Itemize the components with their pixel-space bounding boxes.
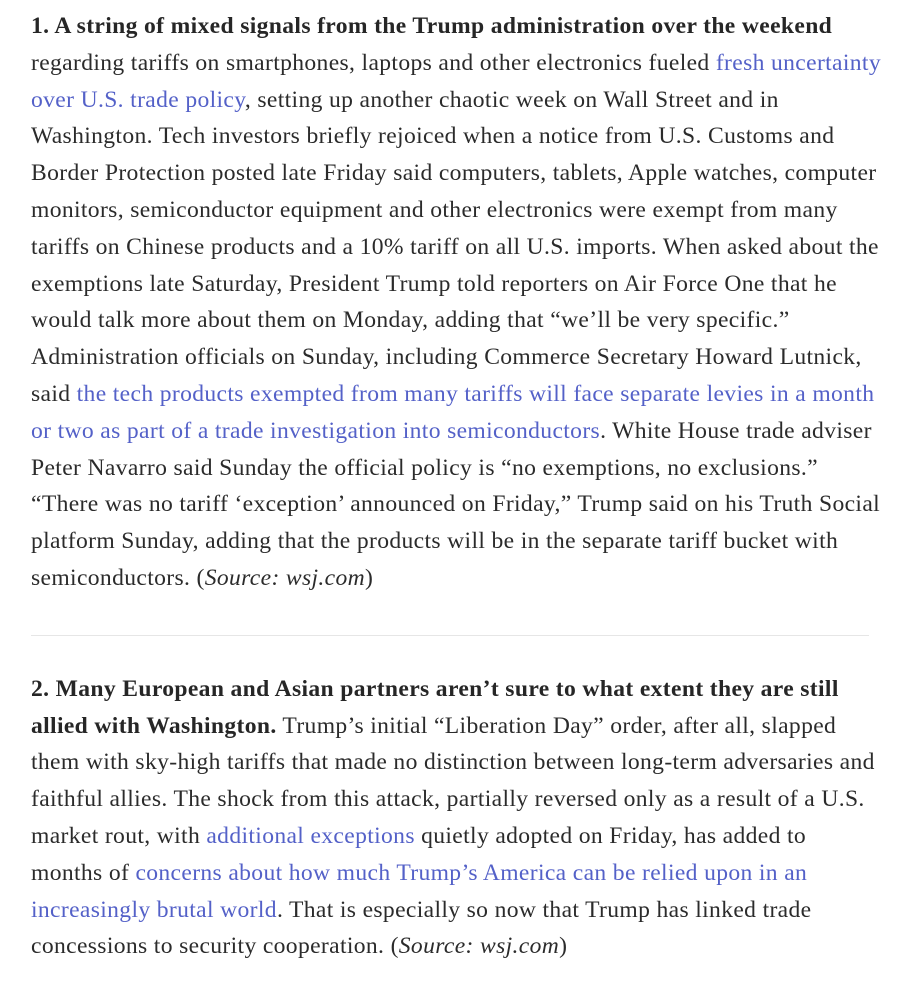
section-divider xyxy=(31,635,869,636)
inline-link[interactable]: concerns about how much Trump’s America can be relied upon in an increasingly brutal world xyxy=(31,859,808,923)
body-text: quietly adopted on Friday, has added to months of xyxy=(31,822,807,886)
source-citation: Source: wsj.com xyxy=(398,933,560,960)
body-text: ( xyxy=(390,933,399,960)
source-citation: Source: wsj.com xyxy=(204,564,366,591)
body-text: ) xyxy=(365,564,374,591)
body-text: , setting up another chaotic week on Wall Street and in Washington. Tech investors briefly rejoiced when a notice from U.S. Customs and Border Protection posted late Friday said computers, tablets, Apple watches, computer monitors, semiconductor equipment and other electronics were exempt from many tariffs on Chinese products and a 10% tariff on all U.S. imports. When asked about the exemptions late Saturday, President Trump told reporters on Air Force One that he would talk more about them on Monday, adding that “we’ll be very specific.” Administration officials on Sunday, including Commerce Secretary Howard Lutnick, said xyxy=(31,86,879,407)
news-item-paragraph xyxy=(31,671,883,965)
news-item-1 xyxy=(31,8,883,597)
inline-link[interactable]: additional exceptions xyxy=(206,822,415,849)
body-text: Trump’s initial “Liberation Day” order, after all, slapped them with sky-high tariffs that made no distinction between long-term adversaries and faithful allies. The shock from this attack, partially reversed only as a result of a U.S. market rout, with xyxy=(31,712,875,849)
inline-link[interactable]: fresh uncertainty over U.S. trade policy xyxy=(31,49,881,113)
body-text: regarding tariffs on smartphones, laptops and other electronics fueled xyxy=(31,49,716,76)
body-text: ) xyxy=(559,933,568,960)
news-item-2 xyxy=(31,671,883,965)
body-text: ( xyxy=(196,564,205,591)
item-headline: 1. A string of mixed signals from the Trump administration over the weekend xyxy=(31,13,833,39)
inline-link[interactable]: the tech products exempted from many tariffs will face separate levies in a month or two as part of a trade investigation into semiconductors xyxy=(31,380,875,444)
item-headline: 2. Many European and Asian partners aren’t sure to what extent they are still allied with Washington. xyxy=(31,675,839,739)
body-text: . That is especially so now that Trump has linked trade concessions to security cooperation. xyxy=(31,896,812,960)
news-item-paragraph xyxy=(31,8,883,597)
body-text: . White House trade adviser Peter Navarro said Sunday the official policy is “no exemptions, no exclusions.” “There was no tariff ‘exception’ announced on Friday,” Trump said on his Truth Social platform Sunday, adding that the products will be in the separate tariff bucket with semiconductors. xyxy=(31,417,881,591)
